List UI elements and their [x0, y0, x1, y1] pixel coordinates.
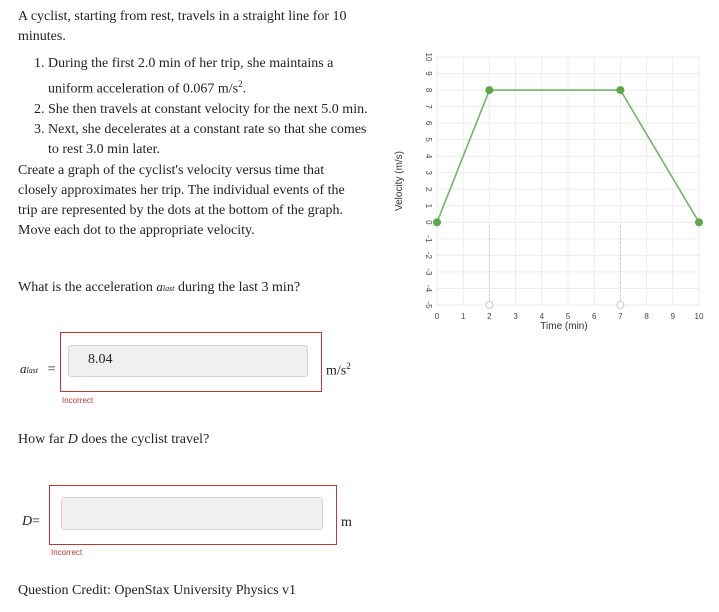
y-tick-label: -4 [423, 284, 433, 293]
velocity-point-handle[interactable] [695, 218, 703, 226]
x-tick-label: 3 [513, 312, 518, 321]
a-last-label: alast = [20, 361, 56, 377]
y-tick-label: 10 [423, 52, 433, 62]
x-tick-label: 8 [644, 312, 649, 321]
question-credit: Question Credit: OpenStax University Physics v1 [18, 583, 297, 598]
y-tick-label: -3 [423, 268, 433, 276]
y-tick-label: 3 [423, 170, 433, 175]
velocity-point-handle[interactable] [485, 86, 493, 94]
x-tick-label: 10 [694, 312, 704, 321]
chart-ticks [424, 53, 704, 321]
distance-input[interactable] [61, 497, 323, 530]
y-axis-label: Velocity (m/s) [394, 150, 405, 212]
status-incorrect-1: Incorrect [62, 396, 94, 405]
x-axis-label: Time (min) [540, 321, 588, 332]
x-tick-label: 4 [539, 312, 545, 321]
step-3: 3. Next, she decelerates at a constant rate so that she comes to rest 3.0 min later. [34, 121, 367, 157]
status-incorrect-2: Incorrect [51, 548, 83, 557]
y-tick-label: 1 [423, 203, 433, 209]
step-1: 1. During the first 2.0 min of her trip, she maintains a uniform acceleration of 0.067 $m/s^2$. [34, 56, 334, 97]
y-tick-label: 9 [423, 71, 433, 76]
x-tick-label: 2 [487, 312, 492, 321]
y-tick-label: -1 [423, 235, 433, 243]
y-tick-label: 8 [423, 87, 433, 93]
y-tick-label: 2 [423, 187, 433, 192]
x-tick-label: 9 [670, 312, 676, 321]
y-tick-label: -2 [423, 251, 433, 259]
distance-label: D= [22, 514, 41, 529]
chart-grid [437, 57, 699, 305]
y-tick-label: 5 [423, 137, 433, 142]
x-tick-label: 1 [460, 312, 466, 321]
distance-unit: m [341, 515, 352, 530]
acceleration-input[interactable]: 8.04 [68, 345, 308, 377]
y-tick-label: 6 [423, 120, 433, 126]
velocity-time-graph[interactable] [390, 45, 715, 345]
x-tick-label: 6 [591, 312, 597, 321]
acceleration-unit: $m/s^2$ [326, 361, 351, 379]
velocity-point-handle[interactable] [616, 86, 624, 94]
x-tick-label: 0 [434, 312, 440, 321]
y-tick-label: -5 [423, 301, 433, 309]
question-2-prompt: How far D does the cyclist travel? [18, 432, 210, 447]
problem-steps [34, 54, 374, 160]
y-tick-label: 4 [423, 153, 433, 159]
problem-intro: A cyclist, starting from rest, travels in a straight line for 10 minutes. [18, 9, 347, 44]
x-tick-label: 7 [618, 312, 623, 321]
question-1-prompt: What is the acceleration alast during the last 3 min? [18, 279, 301, 295]
x-tick-label: 5 [565, 312, 571, 321]
ghost-handle[interactable] [617, 302, 624, 309]
ghost-handle[interactable] [486, 302, 493, 309]
step-2: 2. She then travels at constant velocity for the next 5.0 min. [34, 101, 368, 117]
velocity-point-handle[interactable] [433, 218, 441, 226]
y-tick-label: 0 [423, 220, 433, 225]
graph-instructions: Create a graph of the cyclist's velocity versus time that closely approximates her trip. The individual events of the trip are represented by the dots at the bottom of the graph. Move each dot to the appropriate velocity. [18, 163, 345, 238]
y-tick-label: 7 [423, 104, 433, 109]
